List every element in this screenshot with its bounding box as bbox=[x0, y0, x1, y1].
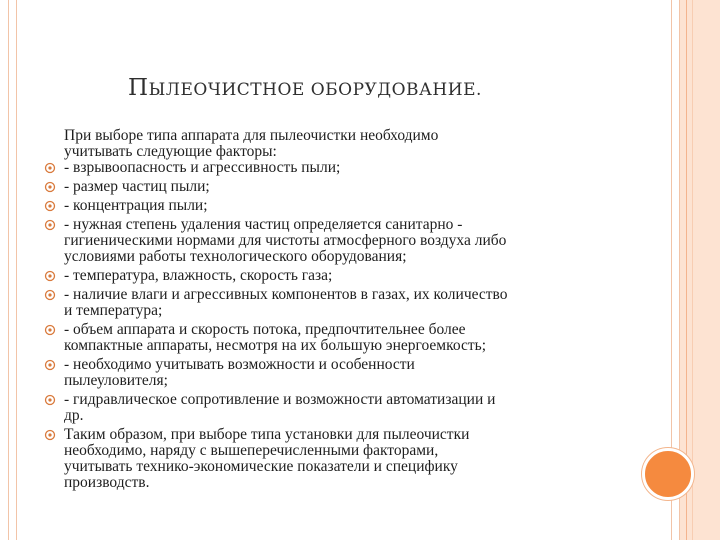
list-item-text: - наличие влаги и агрессивных компонентов в газах, их количество и температура; bbox=[64, 286, 508, 319]
list-item-text: - гидравлическое сопротивление и возможности автоматизации и др. bbox=[64, 391, 496, 424]
list-item bbox=[44, 217, 634, 265]
orange-circle-icon bbox=[642, 448, 694, 500]
bullet-icon bbox=[44, 394, 56, 406]
list-item bbox=[44, 198, 634, 214]
list-item-text: - необходимо учитывать возможности и особенности пылеуловителя; bbox=[64, 356, 415, 389]
bullet-icon bbox=[44, 359, 56, 371]
bullet-icon bbox=[44, 162, 56, 174]
list-item bbox=[44, 322, 634, 354]
list-item-text: - размер частиц пыли; bbox=[64, 178, 210, 195]
list-item-text: - температура, влажность, скорость газа; bbox=[64, 267, 333, 284]
list-item-text: - нужная степень удаления частиц определяется санитарно - гигиеническими нормами для чистоты атмосферного воздуха либо условиями работы технологического оборудования; bbox=[64, 216, 507, 265]
slide-body bbox=[44, 128, 634, 494]
bullet-icon bbox=[44, 181, 56, 193]
factor-list bbox=[44, 160, 634, 491]
list-item-text: - концентрация пыли; bbox=[64, 197, 208, 214]
bullet-icon bbox=[44, 200, 56, 212]
list-item bbox=[44, 427, 634, 491]
bullet-icon bbox=[44, 289, 56, 301]
list-item bbox=[44, 160, 634, 176]
intro-paragraph: При выборе типа аппарата для пылеочистки необходимо учитывать следующие факторы: bbox=[64, 127, 439, 160]
list-item bbox=[44, 268, 634, 284]
slide-title-rest: ЫЛЕОЧИСТНОЕ ОБОРУДОВАНИЕ. bbox=[148, 80, 482, 100]
bullet-icon bbox=[44, 324, 56, 336]
slide-title-initial: П bbox=[128, 75, 149, 101]
bullet-icon bbox=[44, 270, 56, 282]
bullet-icon bbox=[44, 429, 56, 441]
list-item-text: - взрывоопасность и агрессивность пыли; bbox=[64, 159, 341, 176]
slide-title bbox=[128, 75, 482, 101]
list-item bbox=[44, 179, 634, 195]
bullet-icon bbox=[44, 219, 56, 231]
list-item-text: - объем аппарата и скорость потока, предпочтительнее более компактные аппараты, несмотря на их большую энергоемкость; bbox=[64, 321, 486, 354]
list-item bbox=[44, 357, 634, 389]
list-item-text: Таким образом, при выборе типа установки для пылеочистки необходимо, наряду с вышеперечисленными факторами, учитывать технико-экономические показатели и специфику производств. bbox=[64, 426, 470, 491]
list-item bbox=[44, 287, 634, 319]
list-item bbox=[44, 392, 634, 424]
